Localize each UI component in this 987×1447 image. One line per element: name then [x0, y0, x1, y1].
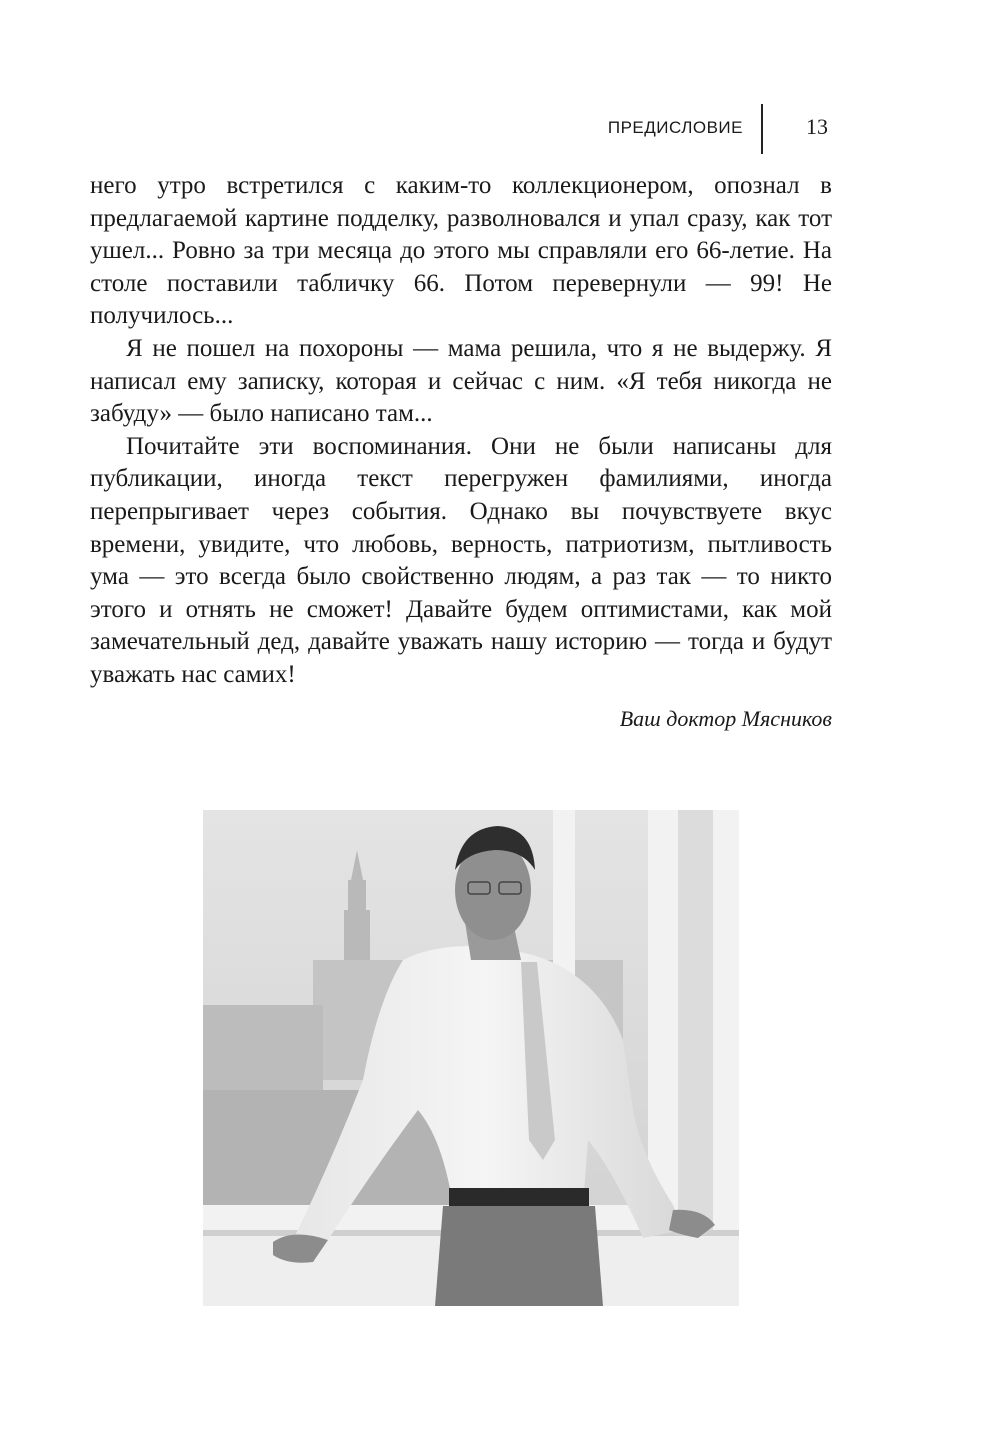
- page-number: 13: [806, 114, 828, 139]
- paragraph-1: него утро встретился с каким-то коллекционером, опознал в предлагаемой картине подделку, разволновался и упал сразу, как тот ушел... Ровно за три месяца до этого мы справляли его 66-летие. На столе поставили табличку 66. Потом перевернули — 99! Не получилось...: [90, 172, 832, 330]
- portrait-photo: [203, 810, 739, 1306]
- signature: Ваш доктор Мясников: [619, 706, 832, 731]
- paragraph-2: Я не пошел на похороны — мама решила, что я не выдержу. Я написал ему записку, которая и сейчас с ним. «Я тебя никогда не забуду» — было написано там...: [90, 334, 832, 428]
- paragraph-3: Почитайте эти воспоминания. Они не были написаны для публикации, иногда текст перегружен фамилиями, иногда перепрыгивает через события. Однако вы почувствуете вкус времени, увидите, что любовь, верность, патриотизм, пытливость ума — это всегда было свойственно людям, а раз так — то никто этого и отнять не сможет! Давайте будем оптимистами, как мой замечательный дед, давайте уважать нашу историю — тогда и будут уважать нас самих!: [90, 432, 832, 688]
- running-head: [0, 104, 987, 154]
- body-text: [90, 170, 832, 692]
- header-divider: [761, 104, 763, 154]
- section-title: ПРЕДИСЛОВИЕ: [607, 118, 743, 137]
